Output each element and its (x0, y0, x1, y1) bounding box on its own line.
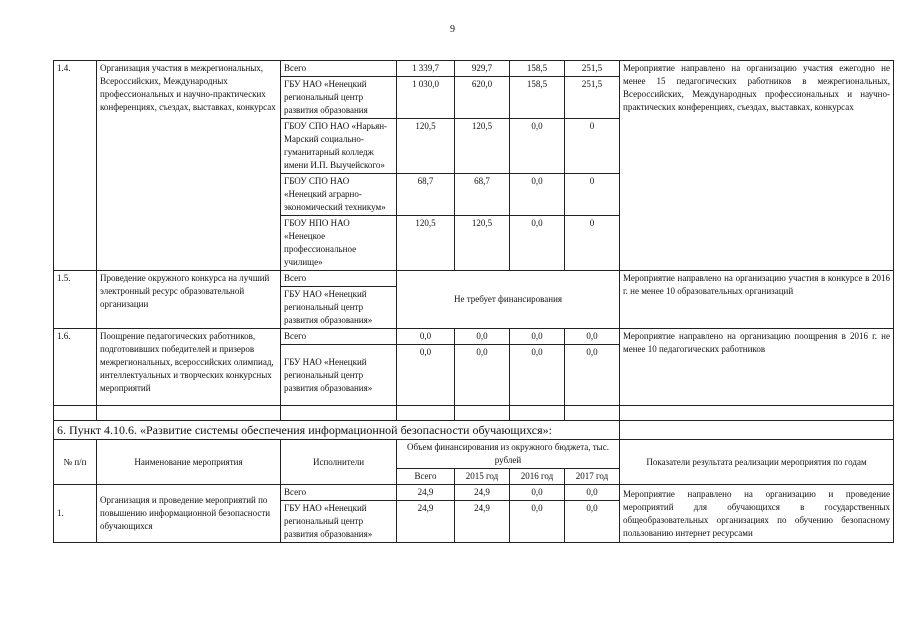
no-funding-note: Не требует финансирования (397, 271, 620, 329)
value-total: 0,0 (397, 329, 455, 345)
section-title: 6. Пункт 4.10.6. «Развитие системы обеспечения информационной безопасности обучающихся»: (54, 421, 620, 440)
value-2016: 158,5 (510, 77, 565, 119)
table-row (54, 329, 894, 345)
value-2017: 0,0 (565, 345, 620, 406)
header-funding: Объем финансирования из окружного бюджета, тыс. рублей (397, 440, 620, 469)
item-number: 1.6. (54, 329, 97, 406)
item-number: 1. (54, 485, 97, 543)
header-2015: 2015 год (455, 469, 510, 485)
value-2017: 0 (565, 216, 620, 271)
result-indicator: Мероприятие направлено на организацию участия в конкурсе в 2016 г. не менее 10 образовательных организаций (620, 271, 894, 329)
value-2016: 158,5 (510, 61, 565, 77)
value-2016: 0,0 (510, 501, 565, 543)
item-name: Проведение окружного конкурса на лучший электронный ресурс образовательной организации (97, 271, 281, 329)
value-2016: 0,0 (510, 329, 565, 345)
table-row (54, 271, 894, 287)
executor: ГБОУ НПО НАО «Ненецкое профессиональное училище» (281, 216, 397, 271)
header-executors: Исполнители (281, 440, 397, 485)
table-header-row (54, 440, 894, 469)
header-total: Всего (397, 469, 455, 485)
page-number: 9 (450, 24, 455, 35)
header-result: Показатели результата реализации мероприятия по годам (620, 440, 894, 485)
item-number: 1.4. (54, 61, 97, 271)
value-2016: 0,0 (510, 485, 565, 501)
value-total: 24,9 (397, 501, 455, 543)
value-2017: 0,0 (565, 501, 620, 543)
item-name: Поощрение педагогических работников, подготовивших победителей и призеров межрегиональных, всероссийских олимпиад, интеллектуальных и творческих конкурсных мероприятий (97, 329, 281, 406)
value-2015: 120,5 (455, 216, 510, 271)
executor: ГБУ НАО «Ненецкий региональный центр развития образования» (281, 501, 397, 543)
value-2015: 929,7 (455, 61, 510, 77)
value-2015: 68,7 (455, 174, 510, 216)
executor: Всего (281, 485, 397, 501)
value-2016: 0,0 (510, 119, 565, 174)
value-2017: 0,0 (565, 329, 620, 345)
header-2016: 2016 год (510, 469, 565, 485)
executor: Всего (281, 271, 397, 287)
table-row-empty (54, 406, 894, 421)
item-name: Организация участия в межрегиональных, Всероссийских, Международных профессиональных и научно-практических конференциях, съездах, выставках, конкурсах (97, 61, 281, 271)
value-2017: 0 (565, 174, 620, 216)
value-2015: 620,0 (455, 77, 510, 119)
table-row (54, 61, 894, 77)
executor: Всего (281, 61, 397, 77)
table-row (54, 485, 894, 501)
value-total: 1 339,7 (397, 61, 455, 77)
value-total: 24,9 (397, 485, 455, 501)
executor: ГБОУ СПО НАО «Ненецкий аграрно-экономический техникум» (281, 174, 397, 216)
header-name: Наименование мероприятия (97, 440, 281, 485)
result-indicator: Мероприятие направлено на организацию и проведение мероприятий для обучающихся в государственных общеобразовательных организациях по обучению безопасному пользованию интернет ресурсами (620, 485, 894, 543)
item-name: Организация и проведение мероприятий по повышению информационной безопасности обучающихся (97, 485, 281, 543)
value-2016: 0,0 (510, 216, 565, 271)
value-2016: 0,0 (510, 345, 565, 406)
value-2017: 251,5 (565, 61, 620, 77)
value-total: 1 030,0 (397, 77, 455, 119)
executor: Всего (281, 329, 397, 345)
value-2015: 24,9 (455, 485, 510, 501)
header-num: № п/п (54, 440, 97, 485)
result-indicator: Мероприятие направлено на организацию поощрения в 2016 г. не менее 10 педагогических работников (620, 329, 894, 406)
result-indicator: Мероприятие направлено на организацию участия ежегодно не менее 15 педагогических работников в межрегиональных, Всероссийских, Международных профессиональных и научно-практических конференциях, съездах, выставках, конкурсах (620, 61, 894, 271)
value-2015: 0,0 (455, 329, 510, 345)
value-total: 68,7 (397, 174, 455, 216)
section-title-row (54, 421, 894, 440)
executor: ГБУ НАО «Ненецкий региональный центр развития образования» (281, 287, 397, 329)
header-2017: 2017 год (565, 469, 620, 485)
item-number: 1.5. (54, 271, 97, 329)
executor: ГБУ НАО «Ненецкий региональный центр развития образования» (281, 345, 397, 406)
program-table (53, 60, 894, 543)
value-total: 0,0 (397, 345, 455, 406)
value-2016: 0,0 (510, 174, 565, 216)
value-total: 120,5 (397, 119, 455, 174)
value-2017: 251,5 (565, 77, 620, 119)
value-total: 120,5 (397, 216, 455, 271)
value-2015: 24,9 (455, 501, 510, 543)
value-2015: 0,0 (455, 345, 510, 406)
value-2015: 120,5 (455, 119, 510, 174)
executor: ГБОУ СПО НАО «Нарьян-Марский социально-гуманитарный колледж имени И.П. Выучейского» (281, 119, 397, 174)
value-2017: 0,0 (565, 485, 620, 501)
executor: ГБУ НАО «Ненецкий региональный центр развития образования (281, 77, 397, 119)
value-2017: 0 (565, 119, 620, 174)
